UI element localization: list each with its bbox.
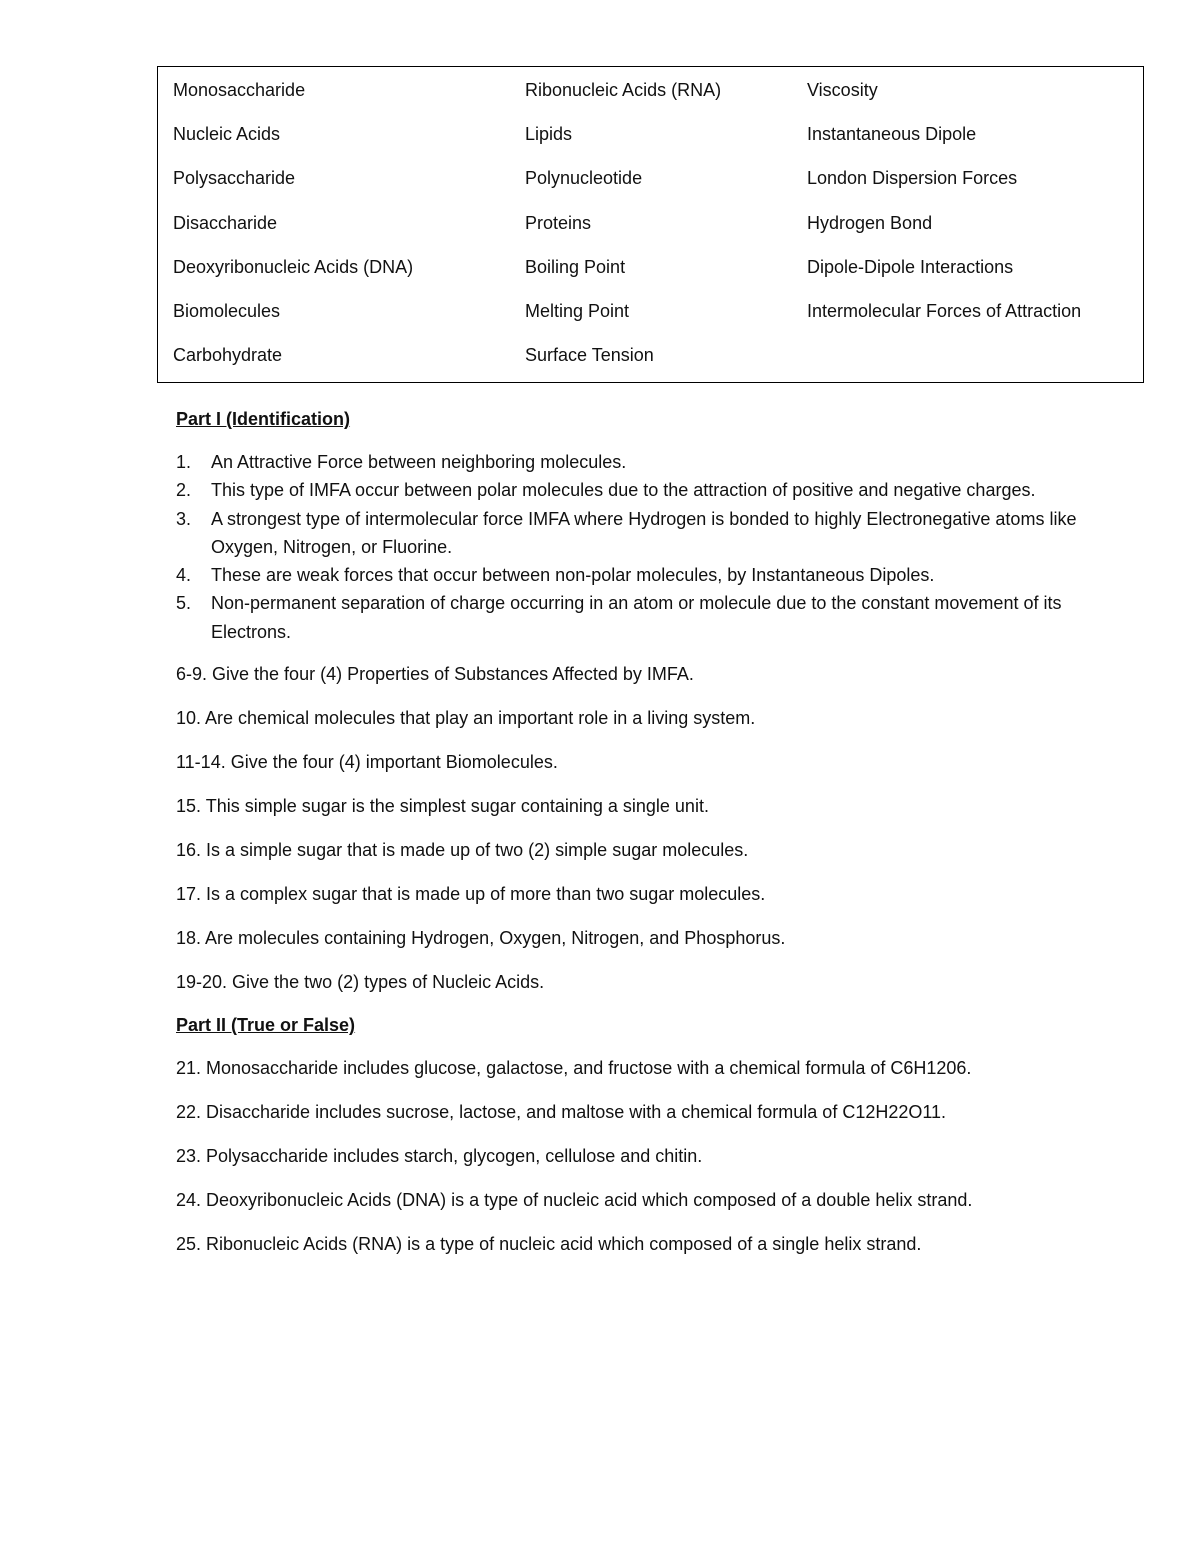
word-bank-term: Deoxyribonucleic Acids (DNA) (173, 256, 414, 277)
identification-list (176, 448, 1136, 646)
list-item (176, 505, 1136, 562)
item-text: Non-permanent separation of charge occurring in an atom or molecule due to the constant movement of its Electrons. (211, 593, 1062, 642)
question-19-20: 19-20. Give the two (2) types of Nucleic Acids. (176, 972, 545, 993)
list-item (176, 476, 1136, 504)
word-bank-term: Melting Point (525, 300, 630, 321)
item-number: 1. (176, 452, 192, 472)
question-21: 21. Monosaccharide includes glucose, galactose, and fructose with a chemical formula of C6H1206. (176, 1058, 972, 1079)
item-number: 5. (176, 593, 192, 614)
word-bank-term: Biomolecules (173, 300, 281, 321)
word-bank-term: Boiling Point (525, 256, 626, 277)
word-bank-term: Viscosity (807, 80, 878, 100)
question-25: 25. Ribonucleic Acids (RNA) is a type of nucleic acid which composed of a single helix strand. (176, 1234, 922, 1255)
word-bank-term: Nucleic Acids (173, 124, 281, 145)
word-bank-term: London Dispersion Forces (807, 168, 1018, 189)
question-24: 24. Deoxyribonucleic Acids (DNA) is a type of nucleic acid which composed of a double helix strand. (176, 1190, 973, 1211)
word-bank-term: Lipids (525, 124, 573, 145)
question-17: 17. Is a complex sugar that is made up of more than two sugar molecules. (176, 884, 766, 905)
word-bank-term: Disaccharide (173, 212, 278, 233)
item-text: This type of IMFA occur between polar molecules due to the attraction of positive and negative charges. (211, 480, 1036, 501)
list-item (176, 589, 1136, 646)
word-bank-term: Polysaccharide (173, 168, 296, 189)
word-bank-term: Intermolecular Forces of Attraction (807, 300, 1082, 321)
word-bank-column-3 (807, 79, 1081, 344)
word-bank-column-2 (525, 79, 721, 388)
item-text: An Attractive Force between neighboring molecules. (211, 452, 627, 472)
word-bank-term: Polynucleotide (525, 168, 643, 189)
item-number: 3. (176, 508, 192, 529)
word-bank-term: Monosaccharide (173, 80, 306, 100)
item-text: These are weak forces that occur between non-polar molecules, by Instantaneous Dipoles. (211, 565, 935, 586)
part-2-heading: Part II (True or False) (176, 1015, 356, 1036)
question-22: 22. Disaccharide includes sucrose, lactose, and maltose with a chemical formula of C12H22O11. (176, 1102, 947, 1123)
item-number: 4. (176, 565, 192, 586)
item-number: 2. (176, 480, 192, 501)
list-item (176, 561, 1136, 589)
question-18: 18. Are molecules containing Hydrogen, Oxygen, Nitrogen, and Phosphorus. (176, 928, 786, 949)
word-bank-term: Surface Tension (525, 345, 654, 366)
worksheet-content (176, 404, 1136, 1258)
question-15: 15. This simple sugar is the simplest sugar containing a single unit. (176, 796, 709, 817)
word-bank-term: Hydrogen Bond (807, 212, 933, 233)
question-16: 16. Is a simple sugar that is made up of two (2) simple sugar molecules. (176, 840, 749, 861)
list-item (176, 448, 1136, 476)
part-1-heading: Part I (Identification) (176, 409, 351, 429)
question-6-9: 6-9. Give the four (4) Properties of Substances Affected by IMFA. (176, 664, 694, 685)
question-10: 10. Are chemical molecules that play an important role in a living system. (176, 708, 756, 729)
word-bank-column-1 (173, 79, 413, 388)
word-bank-term: Dipole-Dipole Interactions (807, 256, 1014, 277)
word-bank-box (157, 66, 1144, 383)
question-23: 23. Polysaccharide includes starch, glycogen, cellulose and chitin. (176, 1146, 703, 1167)
word-bank-term: Ribonucleic Acids (RNA) (525, 80, 722, 100)
word-bank-term: Carbohydrate (173, 345, 283, 366)
word-bank-term: Instantaneous Dipole (807, 124, 977, 145)
question-11-14: 11-14. Give the four (4) important Biomolecules. (176, 752, 558, 773)
item-text: A strongest type of intermolecular force IMFA where Hydrogen is bonded to highly Electronegative atoms like Oxygen, Nitrogen, or Fluorine. (211, 508, 1077, 557)
word-bank-term: Proteins (525, 212, 592, 233)
